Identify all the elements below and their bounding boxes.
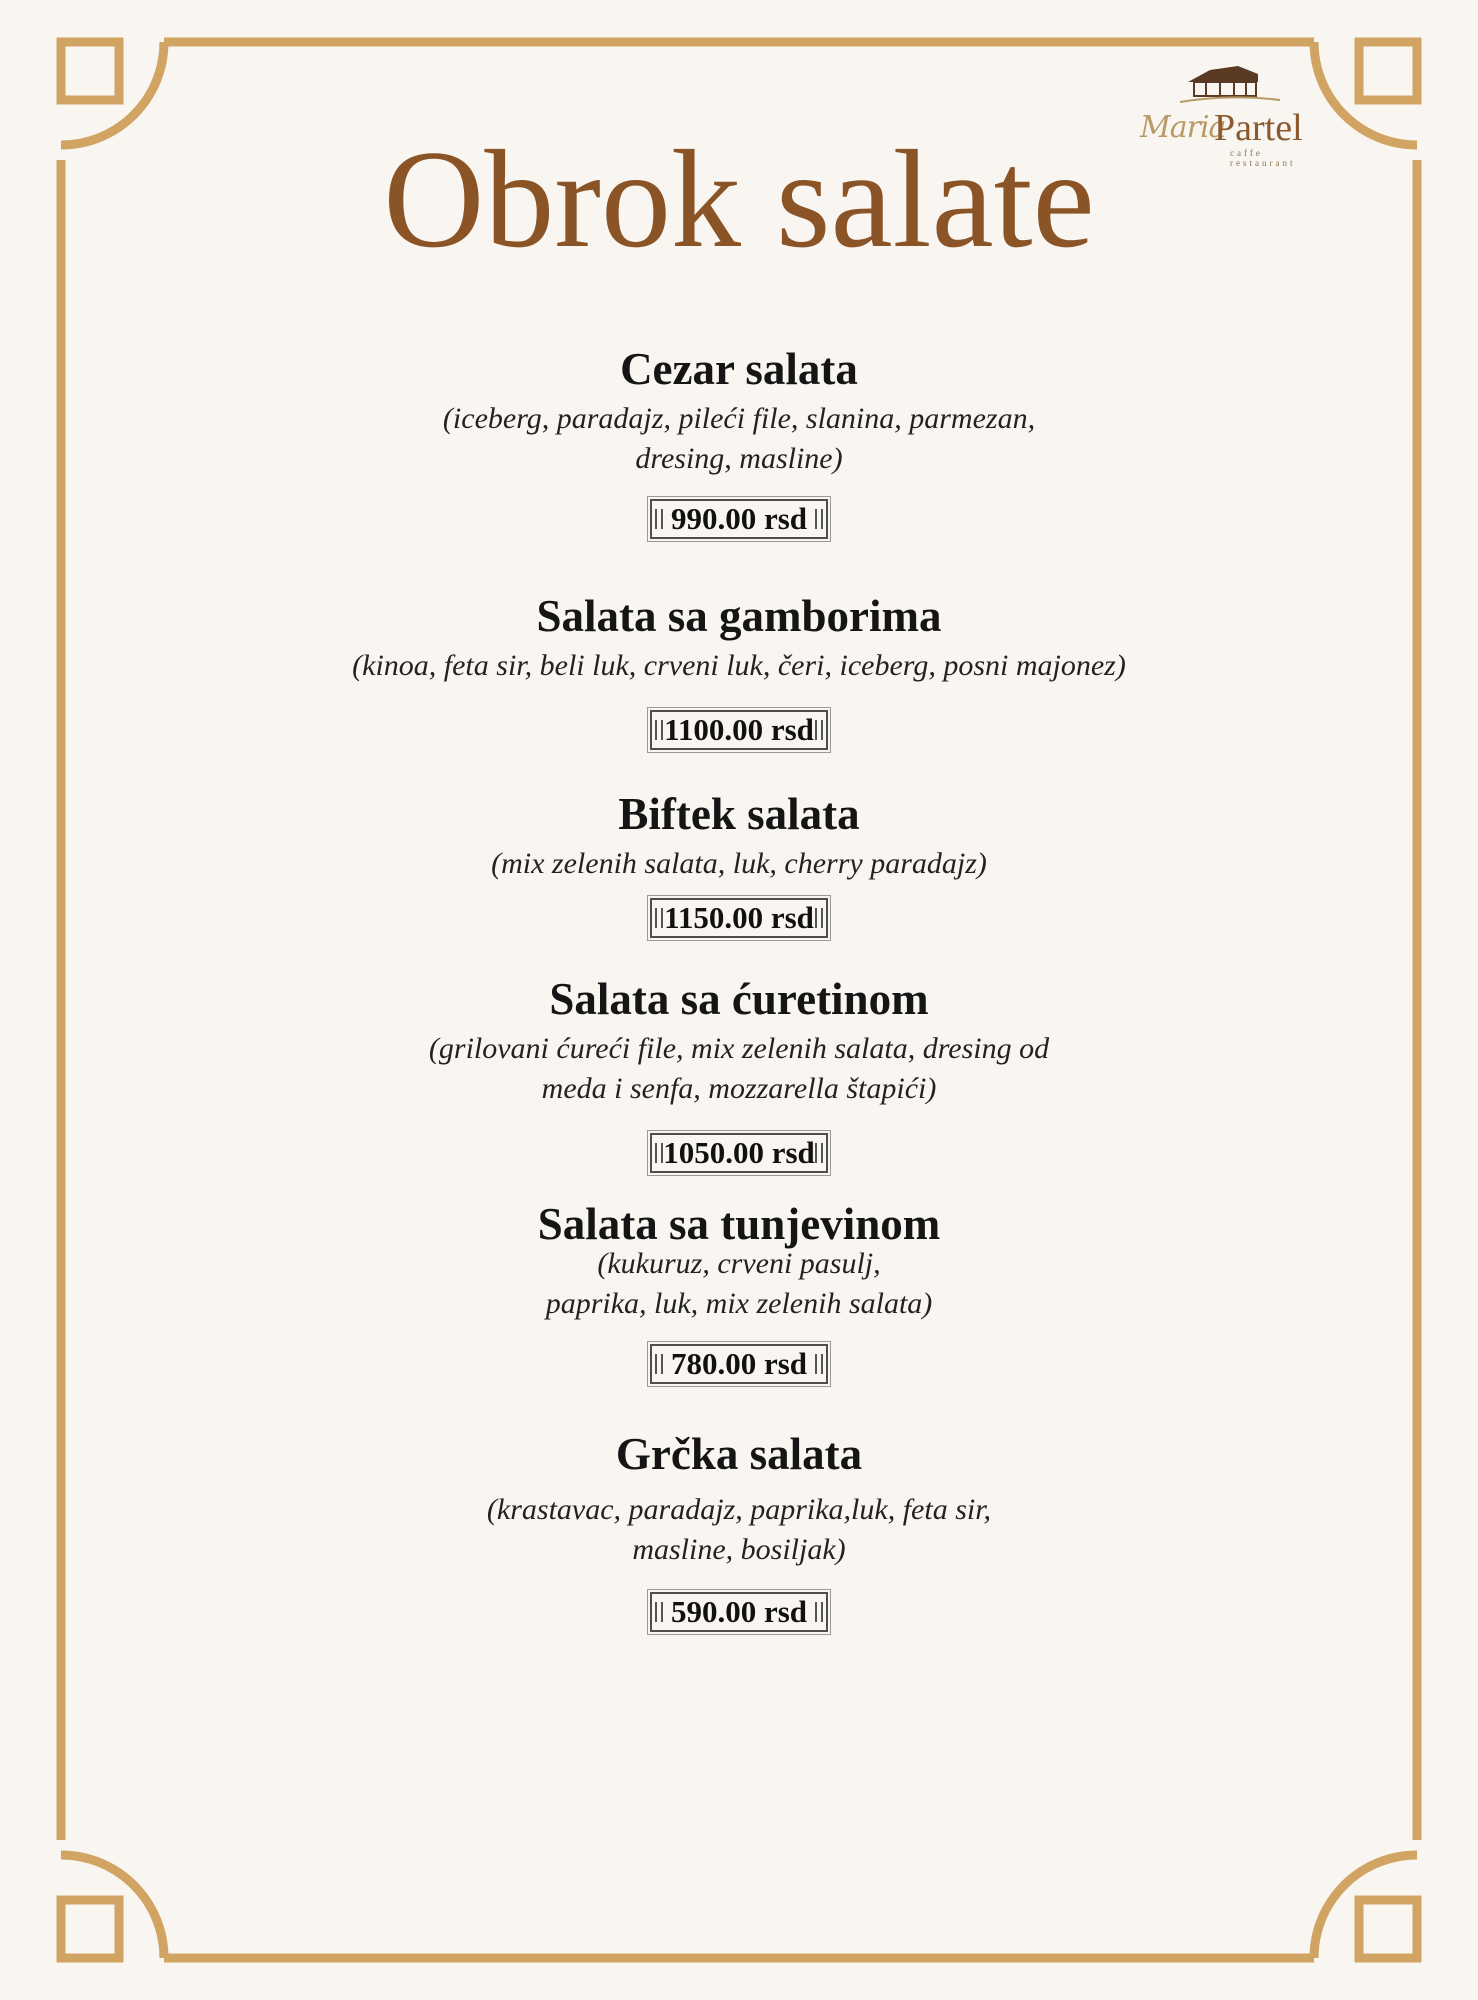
menu-item-description bbox=[0, 1490, 1478, 1570]
menu-item bbox=[0, 1200, 1478, 1384]
menu-item bbox=[0, 1430, 1478, 1632]
menu-item-name: Biftek salata bbox=[618, 789, 860, 839]
restaurant-building-icon bbox=[1180, 60, 1280, 104]
menu-item bbox=[0, 790, 1478, 938]
price-badge: 1050.00 rsd bbox=[650, 1133, 828, 1173]
menu-item-description-line: dresing, masline) bbox=[635, 441, 843, 475]
price-badge: 1100.00 rsd bbox=[650, 710, 828, 750]
logo-script-text: Maria bbox=[1140, 110, 1226, 145]
menu-item-description bbox=[0, 1244, 1478, 1324]
menu-item bbox=[0, 592, 1478, 750]
logo-tagline: caffe restaurant bbox=[1230, 148, 1296, 168]
menu-item-description-line: paprika, luk, mix zelenih salata) bbox=[545, 1286, 933, 1320]
menu-item-description bbox=[0, 1029, 1478, 1109]
menu-item-description-line: meda i senfa, mozzarella štapići) bbox=[541, 1071, 937, 1105]
menu-item-description-line: (grilovani ćureći file, mix zelenih salata, dresing od bbox=[428, 1031, 1050, 1065]
menu-item-description bbox=[0, 646, 1478, 686]
menu-item-description bbox=[0, 844, 1478, 884]
menu-item-name: Salata sa ćuretinom bbox=[549, 974, 929, 1024]
menu-item-description-line: (krastavac, paradajz, paprika,luk, feta sir, bbox=[486, 1492, 992, 1526]
page-title: Obrok salate bbox=[383, 122, 1095, 277]
menu-item-name: Salata sa gamborima bbox=[536, 591, 942, 641]
price-badge: 990.00 rsd bbox=[650, 499, 828, 539]
price-badge: 590.00 rsd bbox=[650, 1592, 828, 1632]
price-badge: 1150.00 rsd bbox=[650, 898, 828, 938]
menu-item bbox=[0, 345, 1478, 539]
menu-item bbox=[0, 975, 1478, 1173]
menu-item-description-line: (mix zelenih salata, luk, cherry paradajz) bbox=[491, 846, 987, 880]
menu-item-description-line: (kukuruz, crveni pasulj, bbox=[597, 1246, 881, 1280]
menu-item-name: Grčka salata bbox=[615, 1429, 863, 1479]
menu-item-description-line: masline, bosiljak) bbox=[632, 1532, 846, 1566]
menu-item-description-line: (kinoa, feta sir, beli luk, crveni luk, čeri, iceberg, posni majonez) bbox=[352, 648, 1126, 682]
menu-item-description-line: (iceberg, paradajz, pileći file, slanina, parmezan, bbox=[442, 401, 1036, 435]
menu-item-name: Salata sa tunjevinom bbox=[537, 1199, 941, 1249]
menu-item-name: Cezar salata bbox=[620, 344, 858, 394]
menu-item-description bbox=[0, 399, 1478, 479]
price-badge: 780.00 rsd bbox=[650, 1344, 828, 1384]
logo-name-text: Partel bbox=[1214, 107, 1303, 149]
